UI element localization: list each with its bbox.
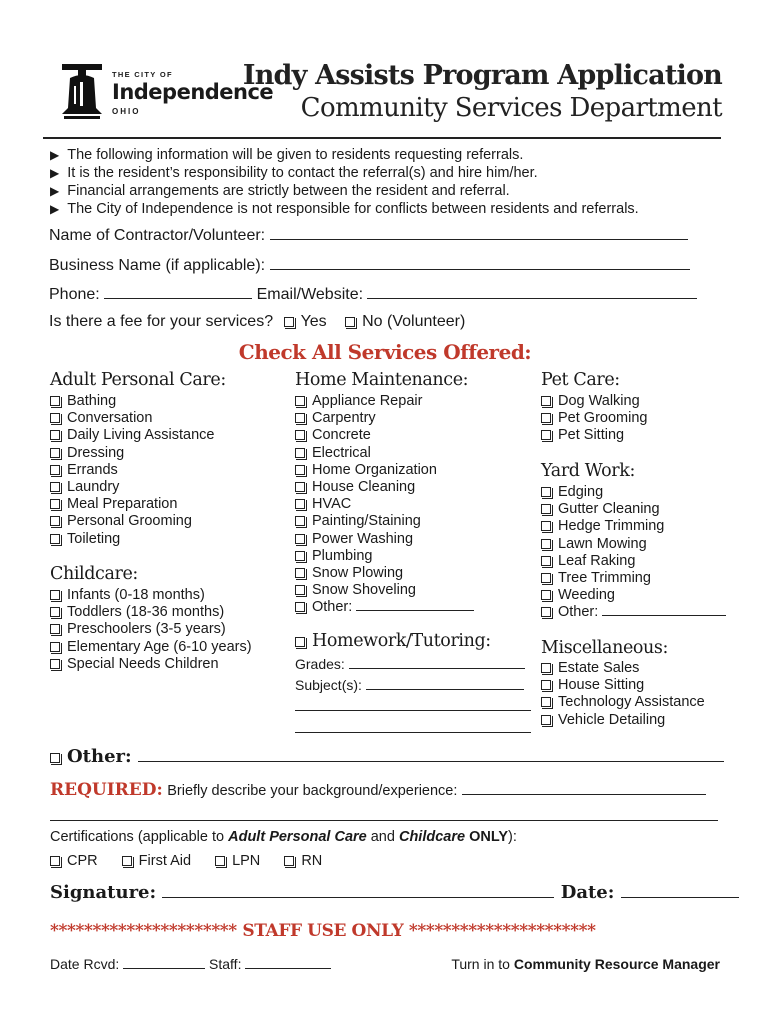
fee-no-checkbox[interactable]	[345, 317, 355, 327]
childcare-heading: Childcare:	[50, 564, 138, 584]
fee-row	[49, 313, 465, 331]
list-item: Carpentry	[295, 410, 474, 427]
contractor-input-line[interactable]	[270, 226, 688, 240]
checkbox[interactable]	[50, 590, 60, 600]
required-label: REQUIRED:	[50, 780, 163, 800]
staff-label: Staff:	[209, 956, 242, 972]
yard-work-list	[541, 484, 726, 622]
email-label: Email/Website:	[256, 286, 364, 303]
cpr-checkbox[interactable]	[50, 856, 60, 866]
subjects-row	[295, 677, 524, 693]
note-item: ▶ The City of Independence is not responsible for conflicts between residents and referrals.	[50, 200, 639, 218]
list-item: Gutter Cleaning	[541, 501, 726, 518]
checkbox[interactable]	[50, 642, 60, 652]
checkbox[interactable]	[541, 607, 551, 617]
staff-use-banner: ********************** STAFF USE ONLY **********************	[50, 921, 596, 941]
list-item: Tree Trimming	[541, 570, 726, 587]
staff-row	[50, 956, 331, 972]
list-item: Other:	[541, 604, 726, 621]
logo-city-text: THE CITY OF	[112, 70, 173, 79]
list-item: Errands	[50, 462, 215, 479]
list-item: House Sitting	[541, 677, 705, 694]
home-other-input-line[interactable]	[356, 599, 474, 611]
list-item: Leaf Raking	[541, 553, 726, 570]
list-item: Weeding	[541, 587, 726, 604]
checkbox[interactable]	[295, 430, 305, 440]
checkbox[interactable]	[50, 499, 60, 509]
checkbox[interactable]	[50, 413, 60, 423]
list-item: Edging	[541, 484, 726, 501]
lpn-checkbox[interactable]	[215, 856, 225, 866]
fee-no-label: No (Volunteer)	[362, 313, 466, 330]
note-item: ▶ Financial arrangements are strictly between the resident and referral.	[50, 182, 639, 200]
rn-checkbox[interactable]	[284, 856, 294, 866]
date-input-line[interactable]	[621, 883, 739, 898]
list-item: Personal Grooming	[50, 513, 215, 530]
checkbox[interactable]	[295, 516, 305, 526]
list-item: Painting/Staining	[295, 513, 474, 530]
list-item: Concrete	[295, 427, 474, 444]
other-row	[50, 746, 724, 767]
subjects-input-line[interactable]	[366, 678, 524, 690]
checkbox[interactable]	[541, 556, 551, 566]
misc-heading: Miscellaneous:	[541, 638, 668, 658]
list-item: Dog Walking	[541, 393, 647, 410]
notes-list	[50, 146, 639, 218]
note-item: ▶ The following information will be given to residents requesting referrals.	[50, 146, 639, 164]
list-item: Electrical	[295, 445, 474, 462]
pet-care-list	[541, 393, 647, 445]
checkbox[interactable]	[541, 715, 551, 725]
checkbox[interactable]	[50, 482, 60, 492]
other-label: Other:	[67, 746, 132, 767]
checkbox[interactable]	[50, 534, 60, 544]
checkbox[interactable]	[541, 590, 551, 600]
checkbox[interactable]	[541, 504, 551, 514]
yard-other-input-line[interactable]	[602, 604, 726, 616]
checkbox[interactable]	[541, 663, 551, 673]
list-item: Snow Shoveling	[295, 582, 474, 599]
background-extra-line[interactable]	[50, 808, 718, 826]
logo-state-text: OHIO	[112, 107, 141, 116]
adult-care-heading: Adult Personal Care:	[50, 370, 226, 390]
childcare-list	[50, 587, 252, 673]
list-item: Estate Sales	[541, 660, 705, 677]
email-input-line[interactable]	[367, 285, 697, 299]
logo-name-text: Independence	[112, 80, 274, 104]
checkbox[interactable]	[541, 573, 551, 583]
checkbox[interactable]	[295, 413, 305, 423]
first-aid-checkbox[interactable]	[122, 856, 132, 866]
checkbox[interactable]	[295, 499, 305, 509]
date-rcvd-label: Date Rcvd:	[50, 956, 120, 972]
other-checkbox[interactable]	[50, 753, 60, 763]
checkbox[interactable]	[541, 521, 551, 531]
checkbox[interactable]	[295, 568, 305, 578]
checkbox[interactable]	[295, 585, 305, 595]
checkbox[interactable]	[295, 396, 305, 406]
checkbox[interactable]	[50, 607, 60, 617]
list-item: Toileting	[50, 531, 215, 548]
list-item: Daily Living Assistance	[50, 427, 215, 444]
homework-heading: Homework/Tutoring:	[295, 631, 491, 651]
checkbox[interactable]	[50, 516, 60, 526]
list-item: Preschoolers (3-5 years)	[50, 621, 252, 638]
list-item: Appliance Repair	[295, 393, 474, 410]
homework-checkbox[interactable]	[295, 637, 305, 647]
list-item: Other:	[295, 599, 474, 616]
certifications-row: Certifications (applicable to Adult Personal Care and Childcare ONLY):	[50, 829, 517, 845]
city-logo	[60, 64, 274, 124]
checkbox[interactable]	[295, 465, 305, 475]
checkbox[interactable]	[541, 413, 551, 423]
business-row	[49, 256, 690, 275]
checkbox[interactable]	[541, 680, 551, 690]
home-maintenance-list	[295, 393, 474, 617]
checkbox[interactable]	[541, 539, 551, 549]
required-row	[50, 780, 706, 800]
list-item: Bathing	[50, 393, 215, 410]
contractor-label: Name of Contractor/Volunteer:	[49, 227, 266, 244]
note-item: ▶ It is the resident’s responsibility to contact the referral(s) and hire him/her.	[50, 164, 639, 182]
certification-options: CPR First Aid LPN RN	[50, 853, 322, 869]
date-label: Date:	[560, 882, 615, 903]
business-input-line[interactable]	[270, 256, 690, 270]
checkbox[interactable]	[50, 659, 60, 669]
check-all-heading: Check All Services Offered:	[238, 340, 532, 364]
list-item: Hedge Trimming	[541, 518, 726, 535]
turn-in-note: Turn in to Community Resource Manager	[451, 956, 720, 972]
list-item: Infants (0-18 months)	[50, 587, 252, 604]
checkbox[interactable]	[295, 551, 305, 561]
grades-label: Grades:	[295, 656, 345, 672]
subjects-extra-line-2[interactable]	[295, 720, 531, 736]
list-item: Dressing	[50, 445, 215, 462]
fee-yes-label: Yes	[300, 313, 327, 330]
other-input-line[interactable]	[138, 747, 724, 762]
list-item: Laundry	[50, 479, 215, 496]
checkbox[interactable]	[541, 697, 551, 707]
list-item: Lawn Mowing	[541, 536, 726, 553]
contractor-row	[49, 226, 688, 245]
required-text: Briefly describe your background/experience:	[167, 783, 458, 799]
phone-input-line[interactable]	[104, 285, 252, 299]
business-label: Business Name (if applicable):	[49, 257, 266, 274]
list-item: Plumbing	[295, 548, 474, 565]
page-title: Indy Assists Program Application	[242, 60, 722, 91]
adult-care-list	[50, 393, 215, 548]
signature-label: Signature:	[50, 882, 157, 903]
checkbox[interactable]	[541, 487, 551, 497]
signature-row	[50, 882, 739, 903]
signature-input-line[interactable]	[162, 883, 554, 898]
checkbox[interactable]	[50, 430, 60, 440]
list-item: Power Washing	[295, 531, 474, 548]
list-item: Pet Grooming	[541, 410, 647, 427]
list-item: House Cleaning	[295, 479, 474, 496]
list-item: Meal Preparation	[50, 496, 215, 513]
checkbox[interactable]	[295, 448, 305, 458]
checkbox[interactable]	[50, 624, 60, 634]
grades-row	[295, 656, 525, 672]
checkbox[interactable]	[541, 396, 551, 406]
checkbox[interactable]	[50, 448, 60, 458]
page-subtitle: Community Services Department	[300, 93, 722, 123]
yard-work-heading: Yard Work:	[541, 461, 635, 481]
list-item: Snow Plowing	[295, 565, 474, 582]
staff-use-label: STAFF USE ONLY	[242, 921, 404, 941]
checkbox[interactable]	[295, 534, 305, 544]
checkbox[interactable]	[50, 396, 60, 406]
list-item: Home Organization	[295, 462, 474, 479]
liberty-bell-icon	[60, 64, 106, 122]
phone-email-row	[49, 285, 697, 304]
fee-question: Is there a fee for your services?	[49, 313, 274, 330]
home-maintenance-heading: Home Maintenance:	[295, 370, 469, 390]
misc-list	[541, 660, 705, 729]
list-item: Conversation	[50, 410, 215, 427]
list-item: Technology Assistance	[541, 694, 705, 711]
list-item: Elementary Age (6-10 years)	[50, 639, 252, 656]
header-divider	[43, 137, 721, 139]
background-input-line[interactable]	[462, 783, 706, 795]
checkbox[interactable]	[541, 430, 551, 440]
staff-input-line[interactable]	[245, 957, 331, 969]
checkbox[interactable]	[295, 602, 305, 612]
subjects-label: Subject(s):	[295, 677, 362, 693]
list-item: Pet Sitting	[541, 427, 647, 444]
list-item: Toddlers (18-36 months)	[50, 604, 252, 621]
fee-yes-checkbox[interactable]	[284, 317, 294, 327]
checkbox[interactable]	[50, 465, 60, 475]
pet-care-heading: Pet Care:	[541, 370, 620, 390]
phone-label: Phone:	[49, 286, 100, 303]
subjects-extra-line-1[interactable]	[295, 698, 531, 714]
list-item: HVAC	[295, 496, 474, 513]
checkbox[interactable]	[295, 482, 305, 492]
grades-input-line[interactable]	[349, 657, 525, 669]
list-item: Special Needs Children	[50, 656, 252, 673]
title-block	[243, 60, 722, 123]
date-rcvd-input-line[interactable]	[123, 957, 205, 969]
list-item: Vehicle Detailing	[541, 712, 705, 729]
